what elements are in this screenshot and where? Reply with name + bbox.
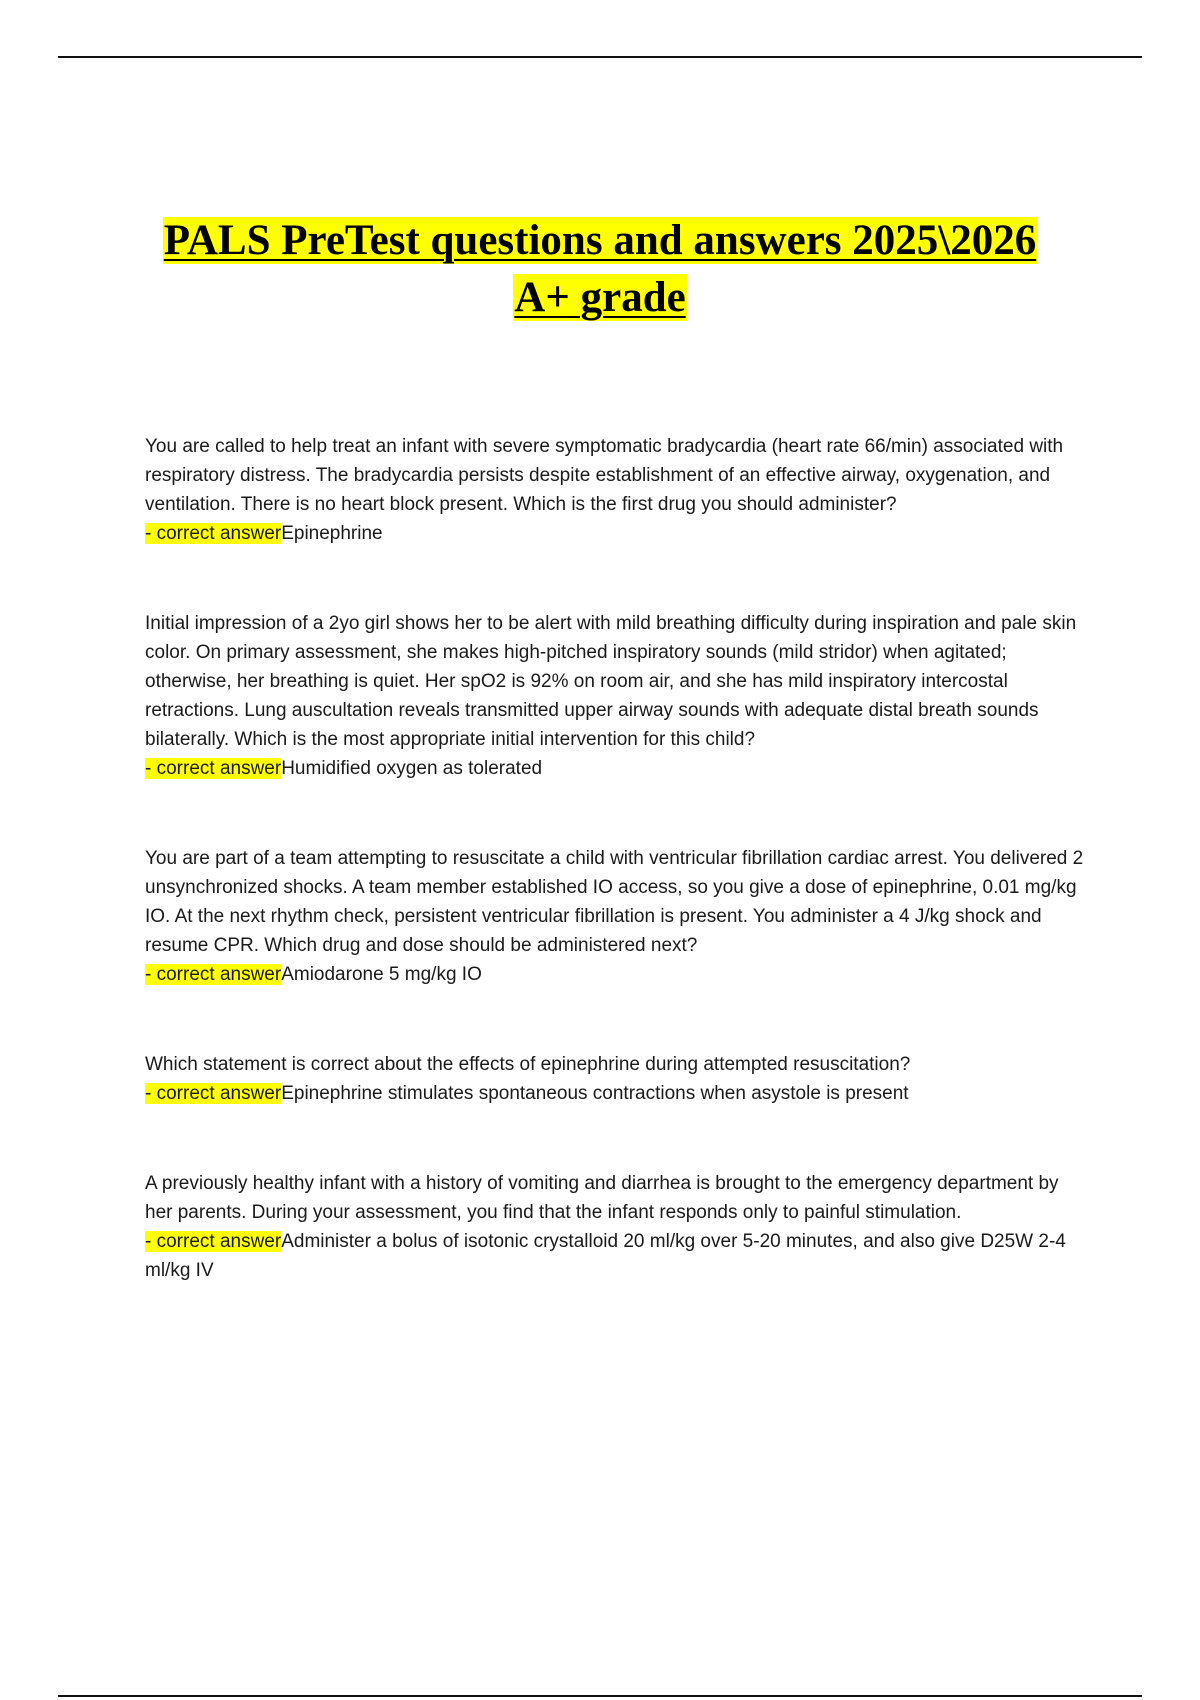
correct-answer-marker: - correct answer	[145, 1231, 282, 1252]
question-text: A previously healthy infant with a history of vomiting and diarrhea is brought to the emergency department by her parents. During your assessment, you find that the infant responds only to painful stimulation.	[145, 1173, 1059, 1223]
qa-item	[145, 1050, 1090, 1108]
correct-answer-marker: - correct answer	[145, 758, 282, 779]
title-line-1: PALS PreTest questions and answers 2025\2026	[163, 217, 1037, 264]
correct-answer-marker: - correct answer	[145, 964, 282, 985]
question-text: You are called to help treat an infant with severe symptomatic bradycardia (heart rate 66/min) associated with respiratory distress. The bradycardia persists despite establishment of an effective airway, oxygenation, and ventilation. There is no heart block present. Which is the first drug you should administer?	[145, 436, 1064, 515]
answer-text: Humidified oxygen as tolerated	[281, 758, 543, 779]
answer-line	[145, 960, 1090, 989]
document-title	[100, 212, 1100, 326]
answer-text: Epinephrine	[281, 523, 383, 544]
answer-line	[145, 754, 1090, 783]
qa-item	[145, 1169, 1090, 1285]
answer-text: Administer a bolus of isotonic crystalloid 20 ml/kg over 5-20 minutes, and also give D25W 2-4 ml/kg IV	[145, 1231, 1066, 1281]
answer-line	[145, 519, 1090, 548]
footer-rule	[58, 1695, 1142, 1697]
answer-text: Amiodarone 5 mg/kg IO	[281, 964, 482, 985]
question-text: Initial impression of a 2yo girl shows her to be alert with mild breathing difficulty during inspiration and pale skin color. On primary assessment, she makes high-pitched inspiratory sounds (mild stridor) when agitated; otherwise, her breathing is quiet. Her spO2 is 92% on room air, and she has mild inspiratory intercostal retractions. Lung auscultation reveals transmitted upper airway sounds with adequate distal breath sounds bilaterally. Which is the most appropriate initial intervention for this child?	[145, 613, 1077, 750]
header-rule	[58, 56, 1142, 58]
answer-text: Epinephrine stimulates spontaneous contractions when asystole is present	[281, 1083, 909, 1104]
question-text: You are part of a team attempting to resuscitate a child with ventricular fibrillation cardiac arrest. You delivered 2 unsynchronized shocks. A team member established IO access, so you give a dose of epinephrine, 0.01 mg/kg IO. At the next rhythm check, persistent ventricular fibrillation is present. You administer a 4 J/kg shock and resume CPR. Which drug and dose should be administered next?	[145, 848, 1084, 956]
correct-answer-marker: - correct answer	[145, 523, 282, 544]
question-text: Which statement is correct about the effects of epinephrine during attempted resuscitation?	[145, 1054, 911, 1075]
qa-item	[145, 844, 1090, 989]
answer-line	[145, 1079, 1090, 1108]
answer-line	[145, 1227, 1090, 1285]
qa-item	[145, 609, 1090, 783]
correct-answer-marker: - correct answer	[145, 1083, 282, 1104]
qa-item	[145, 432, 1090, 548]
qa-list	[145, 432, 1090, 1346]
title-line-2: A+ grade	[514, 274, 686, 321]
